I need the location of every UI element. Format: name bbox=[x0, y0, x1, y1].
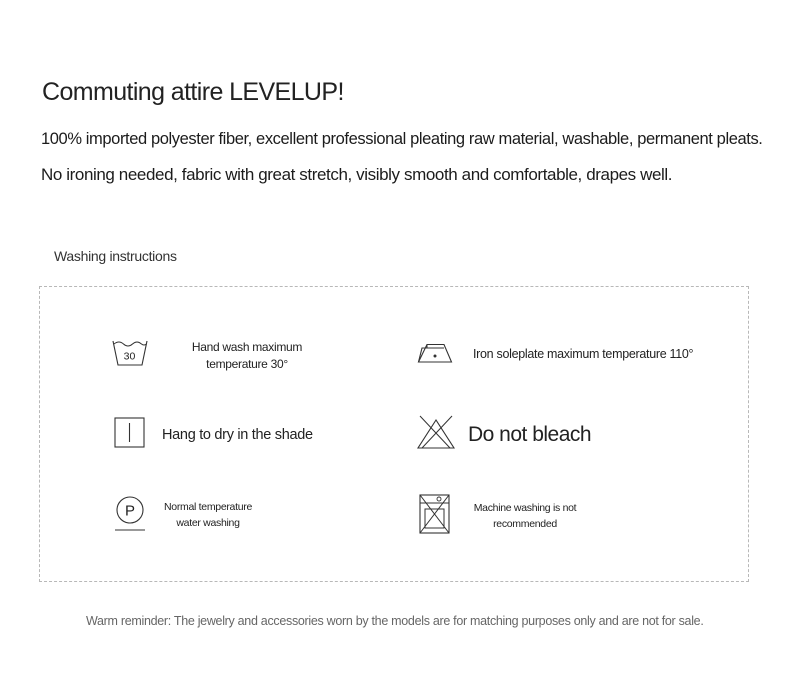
do-not-machine-wash-icon bbox=[418, 493, 452, 535]
normal-temp-wash-label: Normal temperature water washing bbox=[164, 501, 252, 529]
hand-wash-label: Hand wash maximum temperature 30° bbox=[191, 340, 303, 371]
page-title: Commuting attire LEVELUP! bbox=[42, 78, 344, 106]
warm-reminder: Warm reminder: The jewelry and accessories worn by the models are for matching purposes only and are not for sale. bbox=[86, 614, 704, 628]
washing-instructions-panel bbox=[39, 286, 749, 582]
hang-dry-label: Hang to dry in the shade bbox=[162, 427, 313, 443]
do-not-bleach-icon bbox=[416, 414, 456, 450]
iron-low-heat-icon bbox=[417, 343, 453, 365]
description-line-1: 100% imported polyester fiber, excellent professional pleating raw material, washable, permanent pleats. bbox=[41, 130, 763, 148]
hand-wash-temp-text: 30 bbox=[123, 350, 136, 363]
washing-instructions-heading: Washing instructions bbox=[54, 248, 177, 264]
professional-clean-letter: P bbox=[124, 502, 136, 520]
hand-wash-30-icon bbox=[111, 337, 149, 369]
iron-label: Iron soleplate maximum temperature 110° bbox=[473, 347, 694, 361]
description-line-2: No ironing needed, fabric with great stretch, visibly smooth and comfortable, drapes well. bbox=[41, 165, 673, 184]
line-dry-shade-icon bbox=[114, 417, 146, 449]
machine-wash-label: Machine washing is not recommended bbox=[473, 502, 577, 530]
do-not-bleach-label: Do not bleach bbox=[468, 423, 592, 446]
professional-clean-p-icon bbox=[113, 495, 147, 533]
